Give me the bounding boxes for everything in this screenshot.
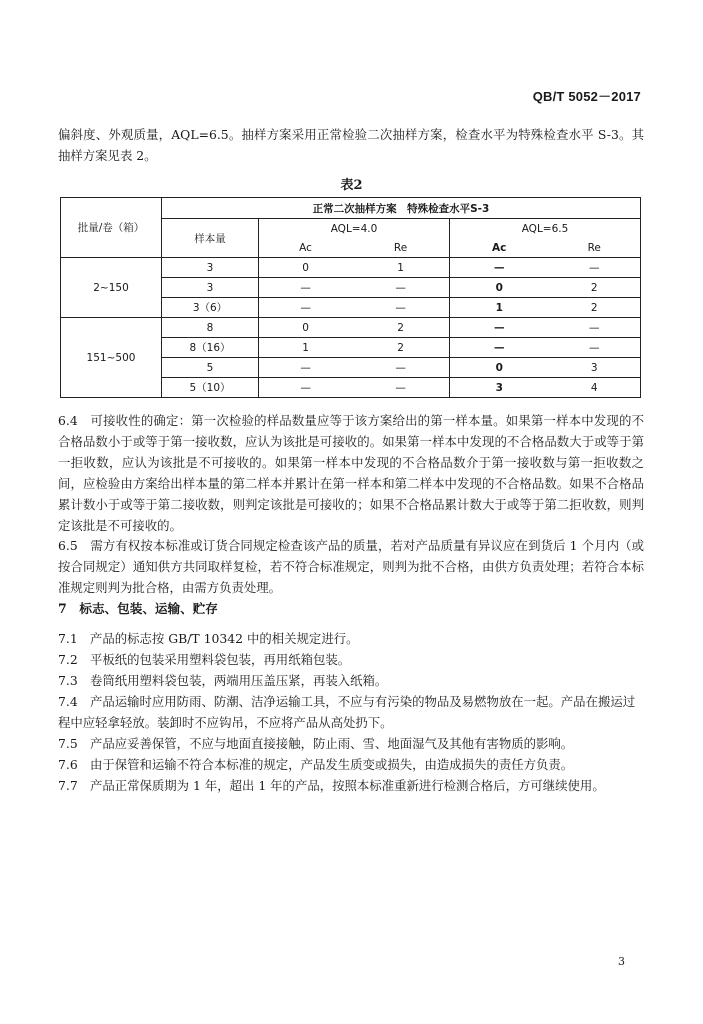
re-cell: — <box>352 378 449 398</box>
ac-cell: 0 <box>259 258 353 278</box>
clause-number: 7.2 <box>58 652 78 667</box>
clause-text: 平板纸的包装采用塑料袋包装，再用纸箱包装。 <box>89 652 351 667</box>
sample-size-cell: 5 <box>162 358 259 378</box>
header-aql-6-5: AQL=6.5 <box>449 219 640 239</box>
clause-number: 7.7 <box>58 778 78 793</box>
clause-7-5 <box>58 733 644 754</box>
sample-size-cell: 3 <box>162 258 259 278</box>
table-row <box>61 258 641 278</box>
ac-cell: — <box>259 358 353 378</box>
ac-cell: — <box>449 258 548 278</box>
clause-text: 产品运输时应用防雨、防潮、洁净运输工具，不应与有污染的物品及易燃物放在一起。产品在搬运过程中应轻拿轻放。装卸时不应钩吊，不应将产品从高处扔下。 <box>58 694 636 730</box>
clause-number: 7.6 <box>58 757 78 772</box>
sample-size-cell: 8 <box>162 318 259 338</box>
clause-7-3 <box>58 670 644 691</box>
header-batch: 批量/卷（箱） <box>61 198 162 258</box>
re-cell: 2 <box>352 338 449 358</box>
table-title: 表2 <box>340 178 363 193</box>
clause-7-7 <box>58 775 644 796</box>
re-cell: 4 <box>548 378 640 398</box>
batch-range-1: 2~150 <box>61 258 162 318</box>
clause-number: 7.5 <box>58 736 78 751</box>
clause-7-4 <box>58 691 644 733</box>
intro-paragraph: 偏斜度、外观质量，AQL=6.5。抽样方案采用正常检验二次抽样方案，检查水平为特殊检查水平 S-3。其抽样方案见表 2。 <box>58 127 644 163</box>
ac-cell: 0 <box>449 278 548 298</box>
re-cell: 3 <box>548 358 640 378</box>
section-7-heading: 7 标志、包装、运输、贮存 <box>58 601 218 616</box>
header-re-2: Re <box>548 238 640 258</box>
header-sample-size: 样本量 <box>162 219 259 258</box>
header-ac-1: Ac <box>259 238 353 258</box>
header-ac-2: Ac <box>449 238 548 258</box>
clause-text: 产品的标志按 GB/T 10342 中的相关规定进行。 <box>89 631 359 646</box>
ac-cell: 1 <box>259 338 353 358</box>
ac-cell: — <box>449 338 548 358</box>
ac-cell: — <box>259 298 353 318</box>
sample-size-cell: 8（16） <box>162 338 259 358</box>
re-cell: — <box>352 358 449 378</box>
sampling-table <box>60 197 641 398</box>
clause-text: 由于保管和运输不符合本标准的规定，产品发生质变或损失，由造成损失的责任方负责。 <box>89 757 574 772</box>
clause-number: 7.4 <box>58 694 78 709</box>
sample-size-cell: 3 <box>162 278 259 298</box>
ac-cell: — <box>259 278 353 298</box>
re-cell: — <box>352 278 449 298</box>
ac-cell: — <box>259 378 353 398</box>
ac-cell: 0 <box>259 318 353 338</box>
re-cell: 2 <box>548 298 640 318</box>
re-cell: — <box>548 318 640 338</box>
re-cell: — <box>352 298 449 318</box>
re-cell: 1 <box>352 258 449 278</box>
clause-6-4: 6.4 可接收性的确定：第一次检验的样品数量应等于该方案给出的第一样本量。如果第一样本中发现的不合格品数小于或等于第一接收数，应认为该批是可接收的。如果第一样本中发现的不合格品数大于或等于第一拒收数，应认为该批是不可接收的。如果第一样本中发现的不合格品数介于第一接收数与第一拒收数之间，应检验由方案给出样本量的第二样本并累计在第一样本和第二样本中发现的不合格品数。如果不合格品累计数小于或等于第二接收数，则判定该批是可接收的；如果不合格品累计数大于或等于第二拒收数，则判定该批是不可接收的。 <box>58 413 644 533</box>
standard-code: QB/T 5052－2017 <box>532 89 641 104</box>
clause-number: 7.1 <box>58 631 78 646</box>
clause-6-5: 6.5 需方有权按本标准或订货合同规定检查该产品的质量，若对产品质量有异议应在到货后 1 个月内（或按合同规定）通知供方共同取样复检，若不符合标准规定，则判为批不合格，由供方负责处理；若符合本标准规定则判为批合格，由需方负责处理。 <box>58 538 644 595</box>
clause-text: 产品正常保质期为 1 年，超出 1 年的产品，按照本标准重新进行检测合格后，方可继续使用。 <box>89 778 605 793</box>
re-cell: — <box>548 258 640 278</box>
sample-size-cell: 3（6） <box>162 298 259 318</box>
clause-text: 产品应妥善保管，不应与地面直接接触，防止雨、雪、地面湿气及其他有害物质的影响。 <box>89 736 574 751</box>
sample-size-cell: 5（10） <box>162 378 259 398</box>
re-cell: 2 <box>352 318 449 338</box>
header-aql-4: AQL=4.0 <box>259 219 450 239</box>
header-re-1: Re <box>352 238 449 258</box>
clause-7-2 <box>58 649 644 670</box>
table-row <box>61 318 641 338</box>
page-number: 3 <box>618 955 625 968</box>
clause-7-6 <box>58 754 644 775</box>
ac-cell: 1 <box>449 298 548 318</box>
header-scheme: 正常二次抽样方案 特殊检查水平S-3 <box>162 198 641 219</box>
batch-range-2: 151~500 <box>61 318 162 398</box>
re-cell: 2 <box>548 278 640 298</box>
clause-number: 7.3 <box>58 673 78 688</box>
ac-cell: 0 <box>449 358 548 378</box>
clause-7-1 <box>58 628 644 649</box>
ac-cell: 3 <box>449 378 548 398</box>
ac-cell: — <box>449 318 548 338</box>
re-cell: — <box>548 338 640 358</box>
clause-text: 卷筒纸用塑料袋包装，两端用压盖压紧，再装入纸箱。 <box>89 673 388 688</box>
